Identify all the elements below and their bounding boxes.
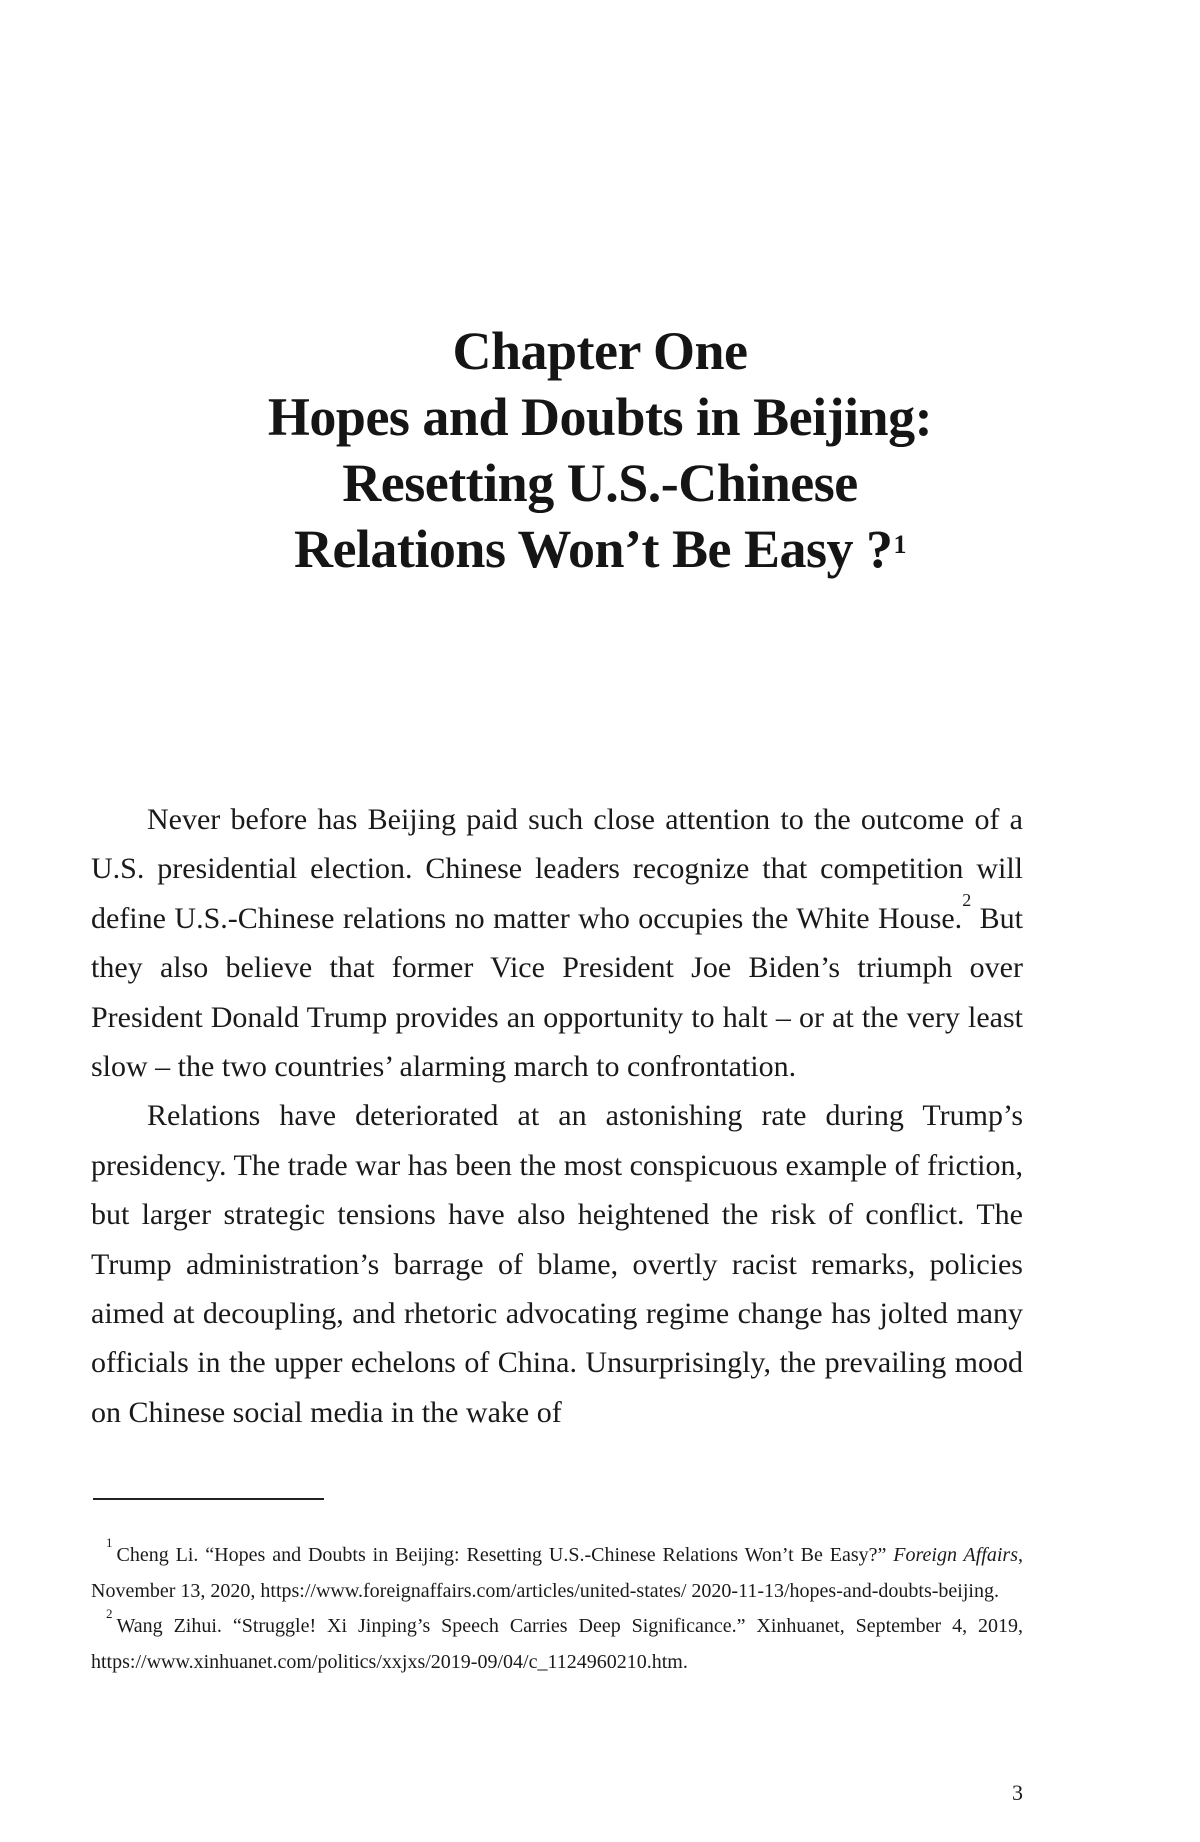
footnote-2-text: Wang Zihui. “Struggle! Xi Jinping’s Speech Carries Deep Significance.” Xinhuanet, September 4, 2019, https://www.xinhuanet.com/politics/xxjxs/2019-09/04/c_1124960210.htm. [91,1615,1023,1673]
chapter-title-line-3-text: Relations Won’t Be Easy ? [293,519,893,579]
footnote-1-journal: Foreign Affairs [893,1544,1018,1566]
footnote-1-number: 1 [106,1535,113,1550]
chapter-title-line-3 [0,516,1200,582]
footnote-2 [91,1606,1023,1680]
footnotes [91,1535,1023,1680]
footnote-1-text-b: , November 13, 2020, https://www.foreignaffairs.com/articles/united-states/ 2020-11-13/hopes-and-doubts-beijing. [91,1544,1023,1602]
title-footnote-ref[interactable]: 1 [893,530,907,559]
footnote-1 [91,1535,1023,1609]
paragraph-1 [91,795,1023,1091]
chapter-title-block [0,318,1200,582]
body-text [91,795,1023,1437]
paragraph-1-part-a: Never before has Beijing paid such close attention to the outcome of a U.S. presidential election. Chinese leaders recognize that competition will define U.S.-Chinese relations no matter who occupies the White House. [91,803,1023,935]
paragraph-2: Relations have deteriorated at an astonishing rate during Trump’s presidency. The trade war has been the most conspicuous example of friction, but larger strategic tensions have also heightened the risk of conflict. The Trump administration’s barrage of blame, overtly racist remarks, policies aimed at decoupling, and rhetoric advocating regime change has jolted many officials in the upper echelons of China. Unsurprisingly, the prevailing mood on Chinese social media in the wake of [91,1099,1023,1429]
chapter-label: Chapter One [452,321,748,381]
paragraph-1-part-b: But they also believe that former Vice President Joe Biden’s triumph over President Donald Trump provides an opportunity to halt – or at the very least slow – the two countries’ alarming march to confrontation. [91,901,1023,1084]
footnote-1-text-a: Cheng Li. “Hopes and Doubts in Beijing: Resetting U.S.-Chinese Relations Won’t Be Easy?” [116,1544,894,1566]
footnote-2-number: 2 [106,1606,113,1621]
chapter-title-line-1: Hopes and Doubts in Beijing: [267,387,933,447]
footnote-ref-2[interactable]: 2 [962,889,972,910]
footnote-divider [93,1498,324,1500]
chapter-title-line-2: Resetting U.S.-Chinese [342,453,858,513]
page-number: 3 [1012,1780,1023,1805]
